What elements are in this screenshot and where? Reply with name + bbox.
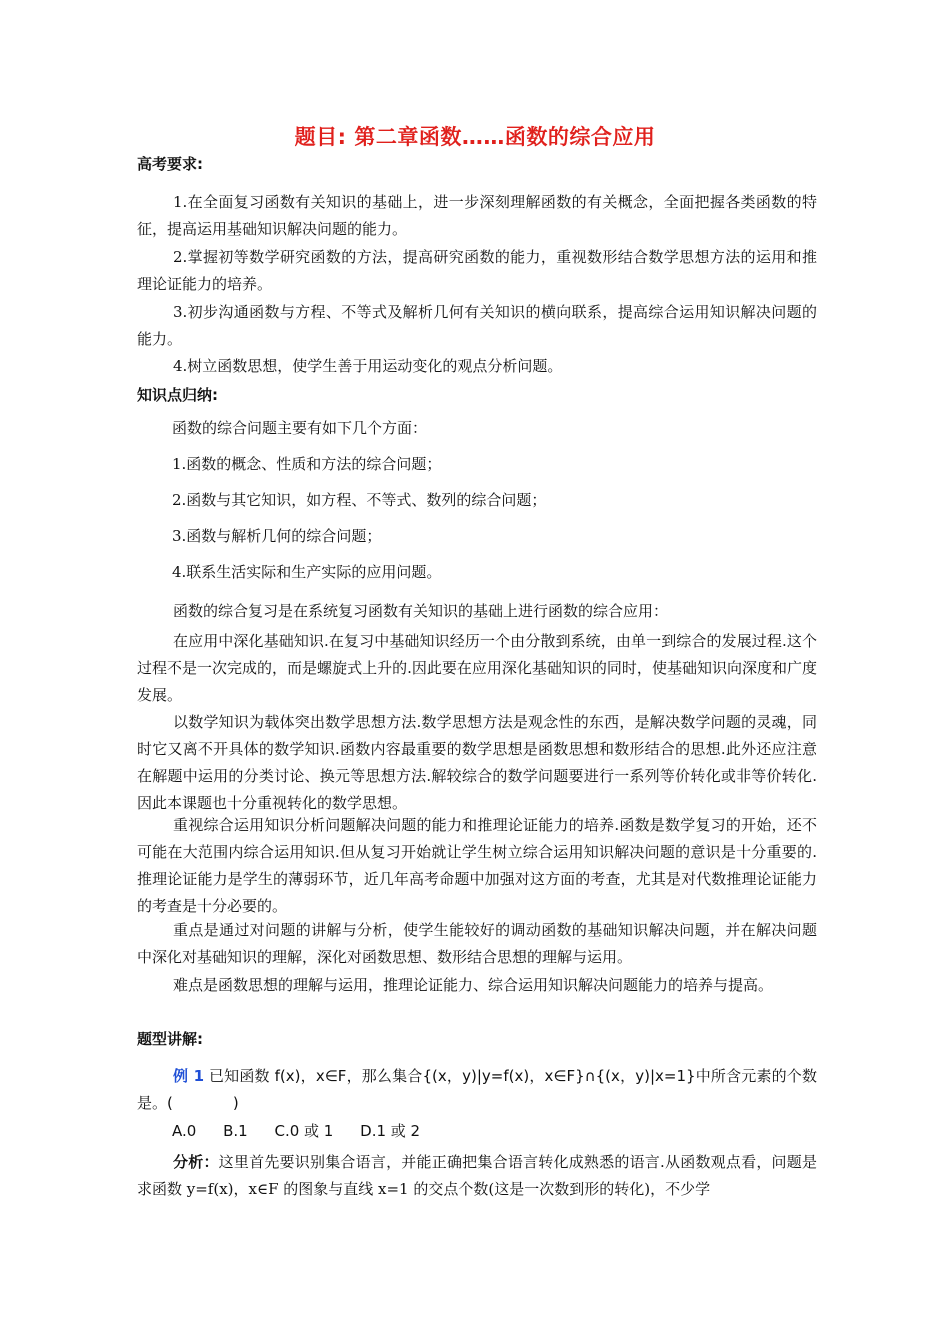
body-paragraph-1: 函数的综合复习是在系统复习函数有关知识的基础上进行函数的综合应用： [173, 602, 669, 620]
body-paragraph-6: 难点是函数思想的理解与运用，推理论证能力、综合运用知识解决问题能力的培养与提高。 [173, 976, 774, 994]
body-paragraph-2: 在应用中深化基础知识.在复习中基础知识经历一个由分散到系统，由单一到综合的发展过程.这个过程不是一次完成的，而是螺旋式上升的.因此要在应用深化基础知识的同时，使基础知识向深度和广度发展。 [137, 632, 817, 704]
requirement-item-4: 4.树立函数思想，使学生善于用运动变化的观点分析问题。 [173, 357, 563, 375]
requirement-item-2: 2.掌握初等数学研究函数的方法，提高研究函数的能力，重视数形结合数学思想方法的运用和推理论证能力的培养。 [137, 248, 817, 293]
section-heading-knowledge: 知识点归纳: [137, 386, 218, 404]
section-heading-requirements: 高考要求: [137, 155, 203, 173]
page-title: 题目: 第二章函数……函数的综合应用 [294, 125, 656, 149]
example-1-question [137, 1063, 817, 1117]
body-paragraph-5: 重点是通过对问题的讲解与分析，使学生能较好的调动函数的基础知识解决问题，并在解决问题中深化对基础知识的理解，深化对函数思想、数形结合思想的理解与运用。 [137, 921, 817, 966]
requirement-item-1: 1.在全面复习函数有关知识的基础上，进一步深刻理解函数的有关概念，全面把握各类函数的特征，提高运用基础知识解决问题的能力。 [137, 193, 817, 238]
analysis-text: 这里首先要识别集合语言，并能正确把集合语言转化成熟悉的语言.从函数观点看，问题是求函数 y=f(x)，x∈F 的图象与直线 x=1 的交点个数(这是一次数到形的转化)，不少学 [137, 1153, 817, 1198]
body-paragraph-3: 以数学知识为载体突出数学思想方法.数学思想方法是观念性的东西，是解决数学问题的灵魂，同时它又离不开具体的数学知识.函数内容最重要的数学思想是函数思想和数形结合的思想.此外还应注意在解题中运用的分类讨论、换元等思想方法.解较综合的数学问题要进行一系列等价转化或非等价转化.因此本课题也十分重视转化的数学思想。 [137, 713, 817, 812]
example-1-options [172, 1118, 442, 1145]
example-1-analysis [137, 1149, 817, 1203]
knowledge-item-4: 4.联系生活实际和生产实际的应用问题。 [172, 563, 442, 581]
option-d: D.1 或 2 [360, 1122, 421, 1140]
requirement-item-3: 3.初步沟通函数与方程、不等式及解析几何有关知识的横向联系，提高综合运用知识解决问题的能力。 [137, 303, 817, 348]
example-1-label: 例 1 [173, 1067, 205, 1085]
example-1-text: 已知函数 f(x)，x∈F，那么集合{(x，y)|y=f(x)，x∈F}∩{(x，y)|x=1}中所含元素的个数是。( ) [137, 1067, 817, 1112]
knowledge-item-3: 3.函数与解析几何的综合问题； [172, 527, 382, 545]
analysis-label: 分析： [173, 1153, 219, 1171]
option-a: A.0 [172, 1122, 197, 1140]
section-heading-examples: 题型讲解: [137, 1030, 203, 1048]
knowledge-item-2: 2.函数与其它知识，如方程、不等式、数列的综合问题； [172, 491, 547, 509]
body-paragraph-4: 重视综合运用知识分析问题解决问题的能力和推理论证能力的培养.函数是数学复习的开始，还不可能在大范围内综合运用知识.但从复习开始就让学生树立综合运用知识解决问题的意识是十分重要的.推理论证能力是学生的薄弱环节，近几年高考命题中加强对这方面的考查，尤其是对代数推理论证能力的考查是十分必要的。 [137, 816, 817, 915]
option-c: C.0 或 1 [274, 1122, 334, 1140]
knowledge-item-1: 1.函数的概念、性质和方法的综合问题； [172, 455, 442, 473]
option-b: B.1 [223, 1122, 248, 1140]
knowledge-intro: 函数的综合问题主要有如下几个方面： [172, 419, 428, 437]
